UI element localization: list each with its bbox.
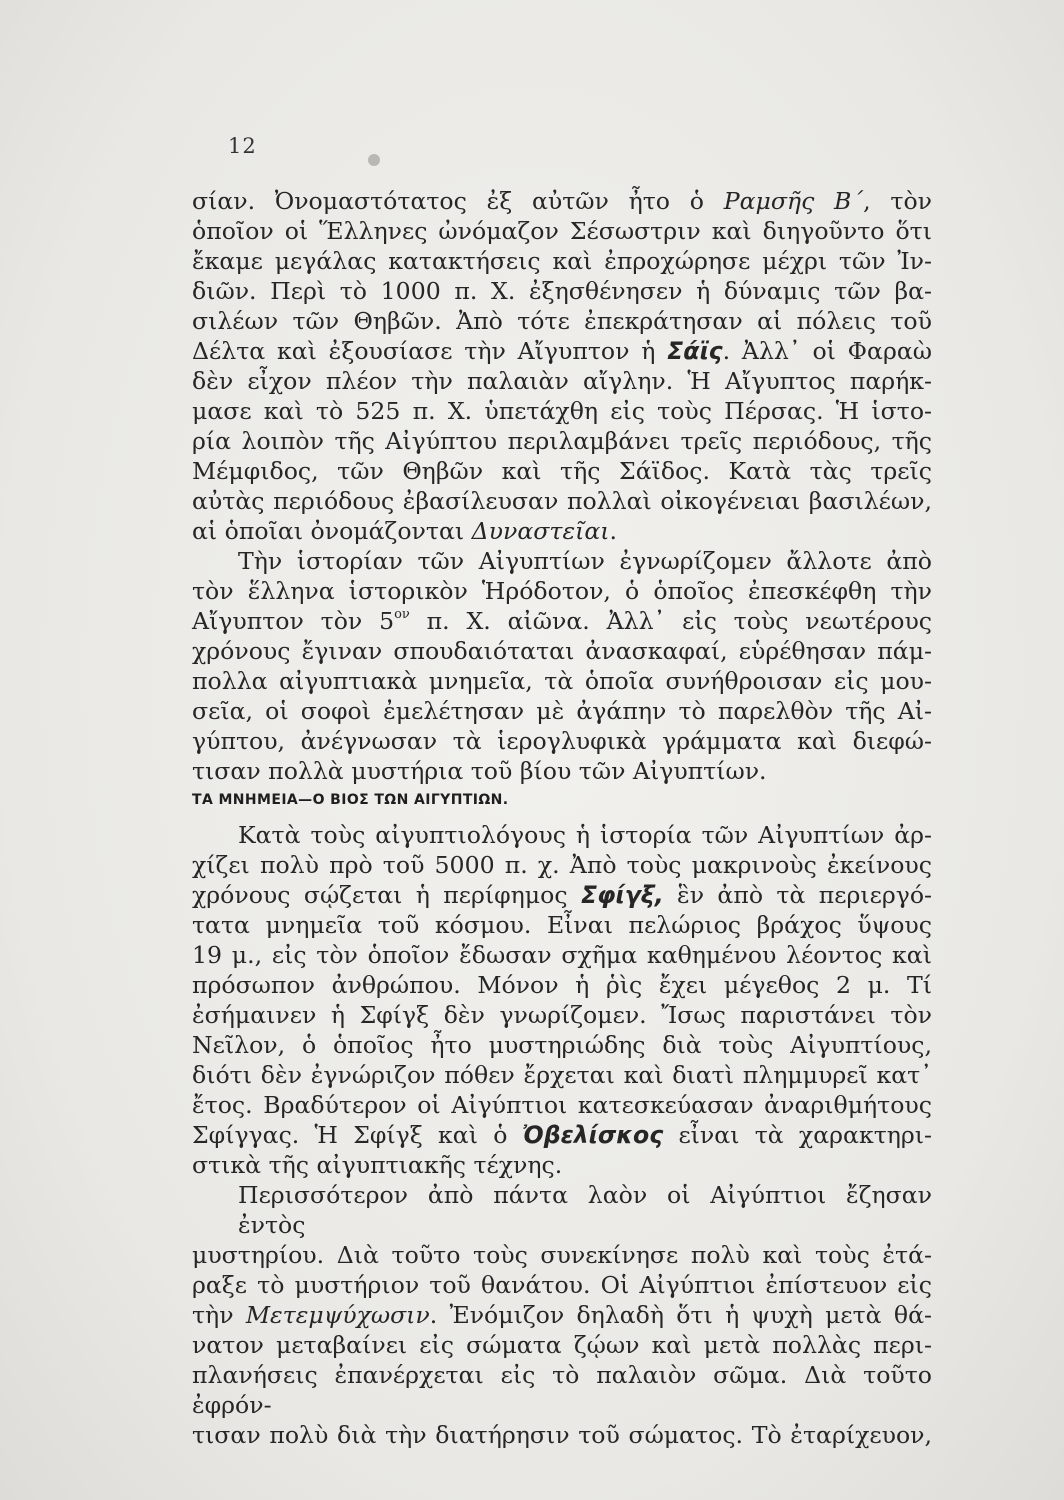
text-line: αἱ ὁποῖαι ὀνομάζονται Δυναστεῖαι. [192, 517, 618, 545]
text-line: σιλέων τῶν Θηβῶν. Ἀπὸ τότε ἐπεκράτησαν αἱ πόλεις τοῦ [192, 307, 932, 335]
text-line: πολλα αἰγυπτιακὰ μνημεῖα, τὰ ὁποῖα συνήθροισαν εἰς μου- [192, 667, 932, 695]
text-line: Περισσότερον ἀπὸ πάντα λαὸν οἱ Αἰγύπτιοι ἔζησαν ἐντὸς [238, 1181, 932, 1239]
text-line: μυστηρίου. Διὰ τοῦτο τοὺς συνεκίνησε πολὺ καὶ τοὺς ἐτά- [192, 1241, 932, 1269]
text-line: Αἴγυπτον τὸν $5^{o\nu}$ π. Χ. αἰῶνα. Ἀλλ᾽ εἰς τοὺς νεωτέρους [192, 607, 932, 635]
body-text [192, 186, 932, 1450]
text-line: Τὴν ἱστορίαν τῶν Αἰγυπτίων ἐγνωρίζομεν ἄλλοτε ἀπὸ [238, 547, 932, 575]
text-line: νατον μεταβαίνει εἰς σώματα ζῴων καὶ μετὰ πολλὰς περι- [192, 1331, 932, 1359]
paragraph [192, 546, 932, 786]
text-line: διότι δὲν ἐγνώριζον πόθεν ἔρχεται καὶ διατὶ πλημμυρεῖ κατ᾽ [192, 1061, 932, 1089]
italic-term: Μετεμψύχωσιν [245, 1301, 430, 1329]
text-line: ραξε τὸ μυστήριον τοῦ θανάτου. Οἱ Αἰγύπτιοι ἐπίστευον εἰς [192, 1271, 932, 1299]
text-line: πρόσωπον ἀνθρώπου. Μόνον ἡ ῥὶς ἔχει μέγεθος 2 μ. Τί [192, 971, 932, 999]
text-line: δὲν εἶχον πλέον τὴν παλαιὰν αἴγλην. Ἡ Αἴγυπτος παρήκ- [192, 367, 932, 395]
italic-term: Δυναστεῖαι [471, 517, 610, 545]
text-line: χρόνους ἔγιναν σπουδαιόταται ἀνασκαφαί, εὑρέθησαν πάμ- [192, 637, 932, 665]
text-line: ἔτος. Βραδύτερον οἱ Αἰγύπτιοι κατεσκεύασαν ἀναριθμήτους [192, 1091, 932, 1119]
text-line: τισαν πολὺ διὰ τὴν διατήρησιν τοῦ σώματος. Τὸ ἐταρίχευον, [192, 1421, 932, 1449]
text-line: τισαν πολλὰ μυστήρια τοῦ βίου τῶν Αἰγυπτίων. [192, 757, 767, 785]
page-number: 12 [228, 134, 257, 158]
text-line: Νεῖλον, ὁ ὁποῖος ἦτο μυστηριώδης διὰ τοὺς Αἰγυπτίους, [192, 1031, 932, 1059]
text-line: χίζει πολὺ πρὸ τοῦ 5000 π. χ. Ἀπὸ τοὺς μακρινοὺς ἐκείνους [192, 851, 932, 879]
text-line: διῶν. Περὶ τὸ 1000 π. Χ. ἐξησθένησεν ἡ δύναμις τῶν βα- [192, 277, 932, 305]
text-line: γύπτου, ἀνέγνωσαν τὰ ἱερογλυφικὰ γράμματα καὶ διεφώ- [192, 727, 932, 755]
paragraph-continuation [192, 186, 932, 546]
paragraph [192, 820, 932, 1180]
emphasis-term: Σφίγξ, [580, 881, 664, 909]
text-line: πλανήσεις ἐπανέρχεται εἰς τὸ παλαιὸν σῶμα. Διὰ τοῦτο ἐφρόν- [192, 1361, 932, 1419]
text-line: Κατὰ τοὺς αἰγυπτιολόγους ἡ ἱστορία τῶν Αἰγυπτίων ἀρ- [238, 821, 932, 849]
text-line: μασε καὶ τὸ 525 π. Χ. ὑπετάχθη εἰς τοὺς Πέρσας. Ἡ ἱστο- [192, 397, 932, 425]
emphasis-term: Σάϊς [667, 337, 723, 365]
ordinal-suffix: ον [394, 607, 410, 622]
text-line: χρόνους σῴζεται ἡ περίφημος Σφίγξ, ἓν ἀπὸ τὰ περιεργό- [192, 881, 933, 909]
italic-name: Ραμσῆς Β΄ [723, 187, 864, 215]
emphasis-term: Ὀβελίσκος [522, 1121, 664, 1149]
text-line: ἔκαμε μεγάλας κατακτήσεις καὶ ἐπροχώρησε μέχρι τῶν Ἰν- [192, 247, 932, 275]
section-heading: ΤΑ ΜΝΗΜΕΙΑ—Ο ΒΙΟΣ ΤΩΝ ΑΙΓΥΠΤΙΩΝ. [192, 792, 509, 808]
text-line: 19 μ., εἰς τὸν ὁποῖον ἔδωσαν σχῆμα καθημένου λέοντος καὶ [192, 941, 932, 969]
text-line: τὸν ἕλληνα ἱστορικὸν Ἡρόδοτον, ὁ ὁποῖος ἐπεσκέφθη τὴν [192, 577, 932, 605]
text-line: Δέλτα καὶ ἐξουσίασε τὴν Αἴγυπτον ἡ Σάϊς. Ἀλλ᾽ οἱ Φαραὼ [192, 337, 932, 365]
text-line: σίαν. Ὀνομαστότατος ἐξ αὐτῶν ἦτο ὁ Ραμσῆς Β΄, τὸν [192, 187, 932, 215]
text-line: αὐτὰς περιόδους ἐβασίλευσαν πολλαὶ οἰκογένειαι βασιλέων, [192, 487, 932, 515]
text-line: τατα μνημεῖα τοῦ κόσμου. Εἶναι πελώριος βράχος ὕψους [192, 911, 932, 939]
text-line: ὁποῖον οἱ Ἕλληνες ὠνόμαζον Σέσωστριν καὶ διηγοῦντο ὅτι [192, 217, 932, 245]
text-line: στικὰ τῆς αἰγυπτιακῆς τέχνης. [192, 1151, 563, 1179]
text-line: Μέμφιδος, τῶν Θηβῶν καὶ τῆς Σάϊδος. Κατὰ τὰς τρεῖς [192, 457, 932, 485]
text-line: Σφίγγας. Ἡ Σφίγξ καὶ ὁ Ὀβελίσκος εἶναι τὰ χαρακτηρι- [192, 1121, 932, 1149]
print-speck [368, 154, 380, 166]
text-line: ρία λοιπὸν τῆς Αἰγύπτου περιλαμβάνει τρεῖς περιόδους, τῆς [192, 427, 932, 455]
text-line: τὴν Μετεμψύχωσιν. Ἐνόμιζον δηλαδὴ ὅτι ἡ ψυχὴ μετὰ θά- [192, 1301, 933, 1329]
paragraph [192, 1180, 932, 1450]
text-line: σεῖα, οἱ σοφοὶ ἐμελέτησαν μὲ ἀγάπην τὸ παρελθὸν τῆς Αἰ- [192, 697, 932, 725]
text-line: ἐσήμαινεν ἡ Σφίγξ δὲν γνωρίζομεν. Ἴσως παριστάνει τὸν [192, 1001, 932, 1029]
